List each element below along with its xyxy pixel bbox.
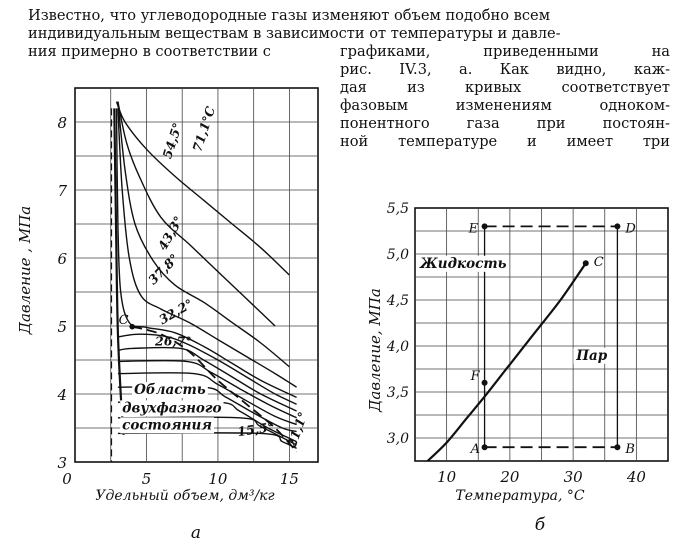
right-line: графиками, приведенными на bbox=[340, 43, 670, 60]
chart-b-point-label: B bbox=[625, 442, 635, 458]
chart-b-ylabel: Давление, МПа bbox=[366, 288, 384, 412]
chart-a-ytick: 5 bbox=[57, 318, 67, 336]
right-line: понентного газа при постоян- bbox=[340, 115, 670, 132]
chart-a-xlabel: Удельный объем, дм³/кг bbox=[95, 488, 275, 504]
chart-a-xtick: 5 bbox=[141, 470, 152, 488]
chart-a-ytick: 4 bbox=[57, 386, 67, 404]
right-line: фазовым изменениям одноком- bbox=[340, 97, 670, 114]
chart-b-point-label: E bbox=[468, 221, 479, 237]
text-line-3: ния примерно в соответствии с bbox=[28, 43, 271, 60]
chart-a-ytick: 8 bbox=[57, 114, 67, 132]
chart-b-xtick: 10 bbox=[437, 468, 457, 486]
chart-b-xtick: 40 bbox=[626, 468, 646, 486]
text-line-2: индивидуальным веществам в зависимости от температуры и давле- bbox=[28, 25, 561, 42]
right-line: дая из кривых соответствует bbox=[340, 79, 670, 96]
chart-b-point-label: C bbox=[593, 255, 604, 271]
chart-b-point bbox=[614, 223, 620, 229]
chart-b-point bbox=[482, 444, 488, 450]
chart-b-ytick: 5,5 bbox=[386, 201, 409, 217]
chart-b-xlabel: Температура, °С bbox=[455, 488, 585, 504]
chart-a-point-label: C bbox=[118, 312, 129, 328]
chart-b-vapor-curve bbox=[428, 263, 586, 461]
chart-a-ytick: 7 bbox=[57, 182, 67, 200]
chart-b-point bbox=[482, 223, 488, 229]
chart-a-xtick: 10 bbox=[208, 470, 228, 488]
chart-b-point bbox=[482, 380, 488, 386]
chart-a-ytick: 3 bbox=[57, 454, 67, 472]
chart-a-region-text: Область bbox=[134, 382, 206, 398]
chart-a-xtick: 15 bbox=[279, 470, 299, 488]
chart-a-region-text: состояния bbox=[122, 417, 213, 434]
right-line: ной температуре и имеет три bbox=[340, 133, 670, 150]
chart-a-series-label: 43,3° bbox=[154, 213, 187, 253]
chart-b-point bbox=[614, 444, 620, 450]
chart-a-ylabel: Давление , МПа bbox=[16, 205, 34, 335]
chart-b-ytick: 5,0 bbox=[386, 247, 409, 263]
chart-a-ytick: 6 bbox=[57, 250, 67, 268]
chart-a-series-label: 37,8° bbox=[145, 250, 182, 288]
chart-b-point-label: F bbox=[470, 368, 480, 384]
chart-a-series-label: 15,5° bbox=[236, 419, 275, 440]
chart-b-point bbox=[583, 260, 589, 266]
chart-a-xtick: 0 bbox=[62, 470, 72, 488]
chart-b-xtick: 30 bbox=[563, 468, 583, 486]
text-line-1: Известно, что углеводородные газы изменяют объем подобно всем bbox=[28, 7, 551, 24]
chart-b-caption: б bbox=[534, 515, 546, 535]
chart-a-series-label: 21,1° bbox=[283, 409, 311, 450]
right-line: рис. IV.3, а. Как видно, каж- bbox=[340, 61, 670, 78]
chart-a-series-label: 26,7° bbox=[155, 333, 192, 349]
chart-a-region-text: двухфазного bbox=[122, 400, 222, 417]
chart-b-ytick: 3,5 bbox=[386, 385, 409, 401]
chart-b-xtick: 20 bbox=[500, 468, 520, 486]
chart-b-region-label: Жидкость bbox=[420, 255, 507, 272]
chart-b-ytick: 4,5 bbox=[386, 293, 409, 309]
chart-b-region-label: Пар bbox=[576, 347, 608, 364]
chart-b-point-label: A bbox=[470, 442, 480, 458]
chart-b-ytick: 4,0 bbox=[386, 339, 409, 355]
chart-a-series-label: 71,1°С bbox=[189, 104, 219, 154]
chart-b-point-label: D bbox=[625, 221, 636, 237]
chart-a-series-label: 32,2° bbox=[156, 295, 196, 328]
chart-a-caption: а bbox=[190, 523, 202, 543]
chart-a-series-label: 54,5° bbox=[159, 120, 185, 161]
chart-b-ytick: 3,0 bbox=[386, 431, 409, 447]
